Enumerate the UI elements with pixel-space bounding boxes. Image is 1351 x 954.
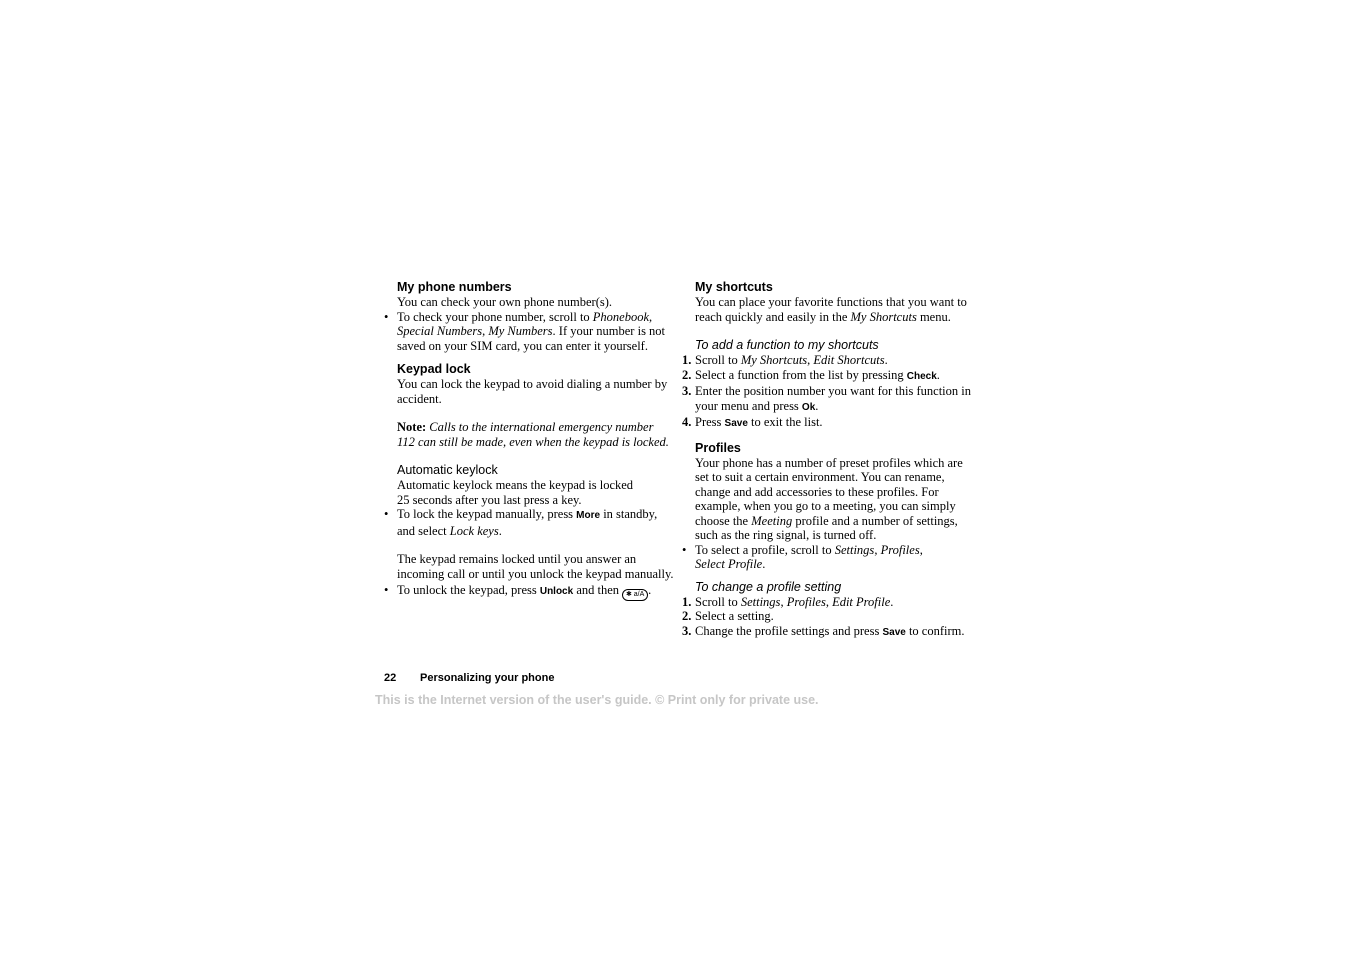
numbered-step: 2. Select a setting. — [682, 609, 774, 623]
bullet-marker: • — [384, 583, 389, 597]
key-ok: Ok — [801, 401, 816, 413]
bullet-item: • To unlock the keypad, press Unlock and then ✱ a/A . — [384, 583, 674, 601]
paragraph: You can place your favorite functions that you want to reach quickly and easily in the My Shortcuts menu. — [695, 295, 967, 324]
star-key-icon: ✱ a/A — [622, 589, 648, 601]
key-more: More — [576, 510, 601, 521]
watermark-text: This is the Internet version of the user's guide. © Print only for private use. — [375, 693, 819, 707]
bullet-item: • To lock the keypad manually, press More in standby, and select Lock keys. — [384, 507, 658, 538]
bullet-marker: • — [384, 309, 389, 324]
note-label: Note: — [397, 420, 427, 434]
paragraph: Automatic keylock means the keypad is locked 25 seconds after you last press a key. — [397, 478, 634, 507]
numbered-step: 1. Scroll to Settings, Profiles, Edit Profile. — [682, 594, 894, 609]
right-column — [682, 279, 977, 640]
bullet-marker: • — [682, 542, 687, 557]
key-save: Save — [882, 626, 906, 638]
page-number: 22 — [384, 672, 397, 684]
numbered-step: 2. Select a function from the list by pressing Check. — [682, 367, 940, 382]
key-save: Save — [724, 418, 748, 429]
left-column — [384, 279, 674, 601]
heading-my-phone-numbers: My phone numbers — [397, 280, 512, 294]
key-unlock: Unlock — [539, 586, 574, 597]
bullet-item: • To check your phone number, scroll to Phonebook, Special Numbers, My Numbers. If your number is not saved on your SIM card, you can enter it yourself. — [384, 309, 666, 353]
numbered-step: 1. Scroll to My Shortcuts, Edit Shortcuts. — [682, 353, 888, 367]
bullet-marker: • — [384, 507, 389, 521]
key-check: Check — [906, 370, 937, 382]
subheading-change-profile: To change a profile setting — [695, 579, 842, 594]
paragraph: Your phone has a number of preset profiles which are set to suit a certain environment. You can rename, change and add accessories to these profiles. For example, when you go to a meeting, you can simply choose the Meeting profile and a number of settings, such as the ring signal, is turned off. — [695, 455, 963, 542]
heading-profiles: Profiles — [695, 440, 741, 455]
numbered-step: 3. Enter the position number you want for this function in your menu and press Ok. — [682, 384, 971, 413]
subheading-add-function: To add a function to my shortcuts — [695, 338, 879, 352]
numbered-step: 3. Change the profile settings and press Save to confirm. — [682, 623, 965, 638]
numbered-step: 4. Press Save to exit the list. — [682, 415, 823, 429]
paragraph: You can check your own phone number(s). — [397, 295, 613, 309]
paragraph: You can lock the keypad to avoid dialing a number by accident. — [397, 377, 668, 406]
heading-keypad-lock: Keypad lock — [397, 362, 471, 376]
subheading-automatic-keylock: Automatic keylock — [397, 463, 498, 477]
bullet-item: • To select a profile, scroll to Settings, Profiles, Select Profile. — [682, 542, 923, 571]
note: Note: Calls to the international emergency number 112 can still be made, even when the keypad is locked. — [397, 420, 669, 449]
page-footer — [384, 672, 554, 684]
paragraph: The keypad remains locked until you answer an incoming call or until you unlock the keypad manually. — [397, 552, 674, 581]
heading-my-shortcuts: My shortcuts — [695, 280, 773, 294]
section-title: Personalizing your phone — [420, 672, 555, 684]
